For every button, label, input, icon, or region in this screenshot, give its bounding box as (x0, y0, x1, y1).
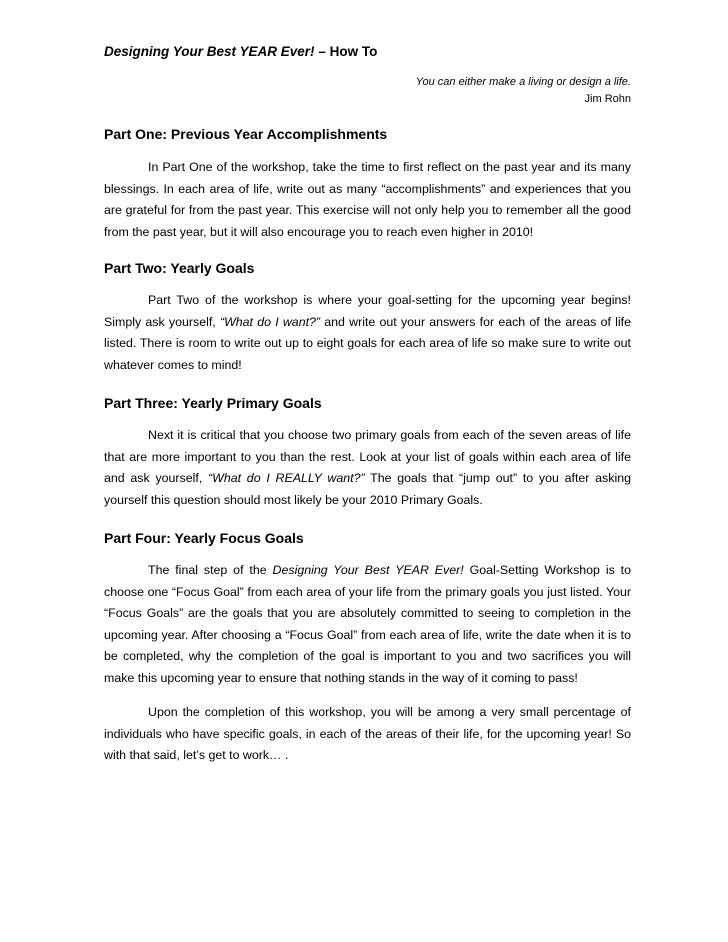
document-title (104, 42, 631, 62)
section-heading-part-two: Part Two: Yearly Goals (104, 260, 255, 276)
paragraph-emphasis: “What do I want?” (219, 314, 321, 329)
paragraph-emphasis: Designing Your Best YEAR Ever! (272, 563, 464, 577)
paragraph-text: and write out your answers for each of the areas of life listed. There is room to write out up to eight goals for each area of life so make sure to write out whatever comes to mind! (104, 314, 631, 372)
section-paragraph-part-one: In Part One of the workshop, take the time to first reflect on the past year and its many blessings. In each area of life, write out as many “accomplishments” and experiences that you are grateful for from the past year. This exercise will not only help you to remember all the good from the past year, but it will also encourage you to reach even higher in 2010! (104, 160, 631, 239)
section-heading-part-four: Part Four: Yearly Focus Goals (104, 530, 304, 546)
paragraph-text: Next it is critical that you choose two primary goals from each of the seven areas of life that are more important to you than the rest. Look at your list of goals within each area of life and ask yourself, (104, 428, 631, 485)
epigraph (104, 74, 631, 108)
section-paragraph-part-four (104, 560, 631, 689)
paragraph-emphasis: “What do I REALLY want?” (208, 471, 365, 485)
epigraph-quote: You can either make a living or design a life. (415, 76, 631, 88)
paragraph-text: Goal-Setting Workshop is to choose one “Focus Goal” from each area of your life from the primary goals you just listed. Your “Focus Goals” are the goals that you are absolutely committed to seeing to completion in the upcoming year. After choosing a “Focus Goal” from each area of life, write the date when it is to be completed, why the completion of the goal is important to you and two sacrifices you will make this upcoming year to ensure that nothing stands in the way of it coming to pass! (104, 563, 631, 685)
paragraph-text: Part Two of the workshop is where your goal-setting for the upcoming year begins! Simply ask yourself, (104, 293, 631, 329)
document-body (104, 42, 631, 767)
section-paragraph-part-three (104, 425, 631, 511)
title-italic-part: Designing Your Best YEAR Ever! (104, 44, 315, 59)
title-rest-part: – How To (314, 44, 378, 59)
section-heading-part-three: Part Three: Yearly Primary Goals (104, 395, 322, 411)
paragraph-text: The final step of the (148, 563, 273, 577)
epigraph-author: Jim Rohn (584, 93, 631, 105)
paragraph-text: The goals that “jump out” to you after asking yourself this question should most likely be your 2010 Primary Goals. (104, 471, 631, 507)
closing-paragraph: Upon the completion of this workshop, you will be among a very small percentage of individuals who have specific goals, in each of the areas of their life, for the upcoming year! So with that said, let’s get to work… . (104, 705, 631, 762)
section-heading-part-one: Part One: Previous Year Accomplishments (104, 126, 388, 142)
section-paragraph-part-two (104, 290, 631, 376)
